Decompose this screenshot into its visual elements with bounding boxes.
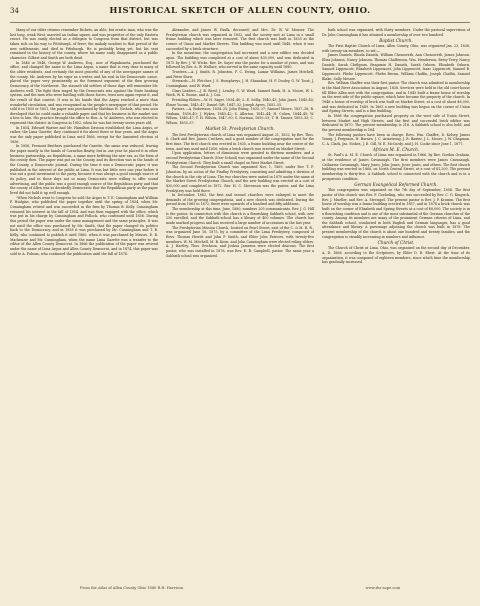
paragraph: This congregation was organized on the 7th day of September, 1854. The first pastor of this church was Rev. F. Goebeling, who was succeeded by Rev. C. G. Kingrick, Rev. J. Mueller, and Rev. A. Strempel. The present pastor is Rev. J. P. Krumm. The first house of worship was a frame building erected in 1857, and in 1874 a brick church was built on the corner of Elizabeth and Spring Streets at a cost of $8,000. The society is in a flourishing condition and is one of the most substantial of the German churches of the county. Among its members are many of the prominent German citizens of Lima, and the Sabbath school, conducted in both English and German languages, has a good attendance and library. A parsonage adjoining the church was built in 1878. The present membership of the church is about one hundred and twenty families, and the congregation is steadily increasing in numbers and influence. bbox=[322, 188, 470, 239]
paragraph: Presiding Elders.—W. H. Sager, 1834–40; L. E. Selby, 1840–43; John Janes, 1843–45; Elmer Yocum, 1845–47; Daniel Gift, 1847–52; Joseph Ayres, 1852–55. bbox=[166, 97, 314, 107]
paragraph: Many of our older citizens remember Rickets, an able, but erratic man, who was the last long, weak West, married an Indian squaw, and was proprietor of the only Eastern resort. He was easily elected as a delegate to Congress from that district, but was taken sick on his way to Pittsburgh, of fever, the malady incident to that period of the new settlements, and died in Pittsburgh. He is probably living yet, but his seat remained in the history of the county, where his name early disappeared as a public character. Gilbert and Smith are both dead. bbox=[10, 28, 158, 60]
paragraph: The Second Presbyterian Church was organized Nov. 1, 1869, under Rev. T. F. Johnston, by an action of the Findlay Presbytery, consisting and admitting a division of the church in the city of Lima. The two churches were united in 1870 under the name of the Market Street Presbyterian Church, and the new building was erected at a cost of $30,000 and completed in 1872. Rev. H. C. Stevenson was the pastor, and the Lima Presbytery was held there. bbox=[166, 165, 314, 193]
paragraph: St. Paul's A. M. E. Church of Lima was organized in 1866, by Rev. Gordon Graham, at the residence of James Cavanaugh. The first members were James Cavanaugh, Catharine Cavanaugh, Mary Jones, John Jones, Jesse Jones, and others. The first church building was erected in 1868, on North Central Street, at a cost of $1,200. The present membership is thirty-five. A Sabbath school is connected with the church and is in a prosperous condition. bbox=[322, 153, 470, 181]
document-page bbox=[10, 6, 470, 590]
paragraph: Rev. William Chaffee was their first pastor. The church was admitted to membership in the Mad River Association in August, 1838. Services were held in the old court-house till Elder Allen met with the congregation, and in 1843 built a frame house of worship on the west side of the public square, which later became the property of the church. In 1848 a house of worship of brick was built on Market Street, at a cost of about $6,000, and was dedicated in 1849. In 1865 a new building was begun on the corner of Union and Spring Streets, and is a fine building. bbox=[322, 81, 470, 114]
footer-url: www.rhs-aope.com bbox=[365, 586, 400, 590]
paragraph: The Presbyterian Mission Church, located on Pearl Street, east of the C. & M. R. R., was organized June 16, 1875, by a committee of the Lima Presbytery, composed of Revs. Thomas Hewitt and John P. Smith, and Elder John Patrices, with twenty-five members. W. M. Mitchell, M. B. Keen, and John Cunningham were elected ruling elders. A. J. Hartley, Thos. Erickson, and Joshua Jameson were elected deacons. The first pastor, who was installed in 1876, was Rev. E. B. Campbell, pastor. The same year a Sabbath school was organized. bbox=[166, 225, 314, 258]
page-header bbox=[10, 6, 470, 23]
paragraph: "When Nichols went to Congress he sold the Argus to T. E. Cunningham and William P. Hudgins, who published the paper together until the spring of 1854, when Mr. Cunningham retired and was succeeded in the firm by Thomas B. Kelly. Cunningham resumed his interest in the fall of 1854, and was then engaged with the office, which was put in his charge by Cunningham and Pollock, who continued until 1856. During this period the paper was under the same management and the same principles. It was not until the office was purchased by Mr. Smith, that the paper changed its politics back to the Democracy, and in 1858 it was purchased by Mr. Cunningham and T. B. Kelly, who continued to publish it until 1860, when it was purchased by Messrs. E. B. Mackenzie and Mr. Cunningham, when the name Lima Gazette was a transfer to the editor of the Allen County Democrat. In 1866 the publication of the paper was revived under the name of Lima Argus and Allen County Democrat, and in 1874, this paper was sold to A. Folsom, who continued the publication until the fall of 1874. bbox=[10, 195, 158, 256]
paragraph: The following pastors have been in charge: Revs. Wm. Chaffee, D. Kelsey, James Young, J. Ferguson, H. Barnes, J. C. Armstrong, J. R. Baxter, J. L. Moore, J. W. Chapman, C. A. Clark, Jas. Stokes, J. E. Gill, W. E. McCurdy, and J. H. Cooke since June 1, 1877. bbox=[322, 132, 470, 146]
paragraph: In 1868 the congregation purchased property on the west side of Union Street, between Market and High Streets, and the first and successful brick edifice was dedicated in 1870. The present membership is 216. A Sabbath school is also held, and the present membership is 164. bbox=[322, 114, 470, 132]
paragraph: Upon application, letters of dismission were granted to thirteen members, and a second Presbyterian Church (New School) was organized under the name of the Second Presbyterian Church. They built a small chapel on West Market Street. bbox=[166, 151, 314, 165]
paragraph: In 1846 or 1848, George W. Andrews, Esq., now of Wapakoneta, purchased the office, and changed the name to the Lima Argus, a name that is very dear to many of the older residents, and certainly the most graceful of any of the newspaper names of the county. Mr. Andrews by his vigor as a writer, and his zeal in the Democratic cause, placed the paper very prominently as the foremost exponent of the then growing Democracy of the Northwest. The staunch old settlers of those days will remember Mr. Andrews well. The fight then waged by the Democrats was against the State banking system, and the men who were battling with those forces, trust now again repeat it, and the result of that contest. It was in his hands that the Argus reached a more than wonderful circulation, and was recognized as the people's newspaper of that period. He sold it in 1850 or 1851, the paper was purchased by Matthias H. Nichols, who was soon developed that he could make a valuable paper and that his business in the market was a loss to him. His practice brought the office to Hon. A. W. Andrews, who was elected to represent this district in Congress in 1852, when he was but twenty-seven years old. bbox=[10, 60, 158, 126]
column-2 bbox=[166, 28, 314, 576]
paragraph: Pastors.—A. Robertson, 1834–35; John Ewing, 1835–37; Samuel Moore, 1837–38; R. Graham, 1838–40; J. Wykes, 1840–42; S. Allerton, 1842–44; H. Cohen, 1844–45; W. Wilson, 1845–47; T. H. Wilson, 1847–50; S. Norman, 1850–53; T. H. Tanner, 1853–55; C. Wilson, 1855–57. bbox=[166, 107, 314, 126]
paragraph: The First Baptist Church of Lima, Allen County, Ohio, was organized Jan. 23, 1838, with twenty-six members, to wit:— bbox=[322, 44, 470, 53]
section-heading: German Evangelical Reformed Church. bbox=[354, 181, 438, 187]
running-title: HISTORICAL SKETCH OF ALLEN COUNTY, OHIO. bbox=[109, 6, 371, 16]
paragraph: The first Presbyterian church of Lima was organized August 21, 1832, by Rev. Thos. S. Clark and Rev. James Crothers, and a good number of the congregation met for the first time. The first church was erected in 1835, a frame building near the center of the town, and was used until 1856, when a brick church was erected on Market Street. bbox=[166, 132, 314, 151]
section-heading: Market St. Presbyterian Church. bbox=[205, 126, 275, 132]
paragraph: In 1856, Fremont Brothers purchased the Gazette, the name was reduced, leaving the paper mostly in the hands of Cornelius Beatty, but in one year he placed it in other business partnership, an Republican, a name more befitting the new era, as the form of the county then. The paper was put on the County, and its direction was in the hands of the County, a Democratic journal. During the time it was a Democratic paper, it was published in the interest of the public at Lima. It was but little over one year before it was not a good investment to the party, because it was always a good enough source of its policy, and in those days not so many Democrats were willing to offer sound advertising, and the public was a good enough source of the Republican party and that the county of Allen was so decidedly Democratic that the Republican party as the paper lived did not hold it up well enough. bbox=[10, 144, 158, 195]
page-footer bbox=[10, 586, 470, 590]
section-heading: Church of Christ. bbox=[377, 239, 415, 245]
paragraph: The membership at this time, June, 1880, numbers 205 communicants. Rev. J. G. Hill is the pastor. In connection with this church is a flourishing Sabbath school, with over 250 enrolled, and the Sabbath-school has a library of 400 volumes. The church has made marked progress and has received a large number of accessions in the last year. bbox=[166, 207, 314, 226]
paragraph: Class Leaders.—J. B. Reed, J. Lemley, G. W. Ward, Samuel Rank, H. A. Moore, W. L. Work, W. K. Boone, and A. J. Cox. bbox=[166, 88, 314, 98]
paragraph: Alexander, and James W. Faulk, deceased; and Mrs. Dr. W. W. Mouser. The Presbyterian church was organized in 1832, and the society met at Lima in a small frame building which was later removed. The first church was built in 1835 at the corner of Union and Market Streets. This building was used until 1848, when it was succeeded by a brick structure. bbox=[166, 28, 314, 51]
paragraph: In 1854, Edward Warner and Mr. Hamilton Davison established the Lima Argus, or rather, the Lima Gazette; they continued it for about three or four years, and the Argus was the only paper published in Lima until 1866, except for the lamented election of 1856. bbox=[10, 125, 158, 144]
paragraph: James Daniels, Rhoda Daniels, William Chenoweth, Ann Chenoweth, James Johnson, Eliza Johnson, Nancy Johnson, Thomas Chalfenson, Wm. Henderson, Betsy Terry, Nancy Daniels, Sarah Chitlipum, Benjamin H. Daniels, Sarah Osborn, Elizabeth Osborn, Samuel Lippencott, Elizabeth Lippencott, John Lippencott, Isaac Lippencott, Samuel B. Lippencott, Phebe Lippencott, Phebe Brown, William Chalfin, Joseph Chalfin, Samuel Blake, Sally Messer. bbox=[322, 53, 470, 81]
paragraph: The Church of Christ at Lima, Ohio, was organized on the second day of December, A. D. 1866, according to the Scriptures, by Elder D. R. Ebert. At the time of its organization, it was composed of eighteen members, since which time the membership has gradually increased. bbox=[322, 246, 470, 265]
paragraph: In the meantime, the congregation had increased and a new edifice was decided upon. The building was completed at a cost of about $35,000, and was dedicated in 1875 by Rev. J. W. Wicks. Rev. Dr. Sayre was the pastor for a number of years, and was followed by Rev. A. W. Wallace, who served in the same capacity until 1880. bbox=[166, 51, 314, 70]
paragraph: Stewards.—H. Fletcher, J. S. Humphreys, J. H. Shanahan, H. F. Dooley, G. W. Tosst, J. Cunningham, and W. Ward. bbox=[166, 79, 314, 88]
section-heading: Baptist Church. bbox=[379, 37, 413, 43]
paragraph: bath school was organized, with thirty members. Under the pastoral supervision of Dr. John Cunningham it has attained a membership of over two hundred. bbox=[322, 28, 470, 37]
paragraph: Trustees.—A. J. Smith, R. Johnston, F. C. Ewing, Lamar Williams, James Mitchell, and Peter Shaw. bbox=[166, 69, 314, 79]
section-heading: African M. E. Church. bbox=[372, 146, 420, 152]
footer-source: From the Atlas of Allen County Ohio 1880 R.H. Harrison bbox=[80, 586, 183, 590]
column-3 bbox=[322, 28, 470, 576]
column-1 bbox=[10, 28, 158, 576]
paragraph: In December, 1862, the first and second churches were enlarged to meet the demands of the growing congregations, and a new church was dedicated. During the period from 1865 to 1872, there were upwards of a hundred and fifty additions. bbox=[166, 193, 314, 207]
page-number: 34 bbox=[10, 7, 19, 15]
text-columns bbox=[10, 28, 470, 576]
